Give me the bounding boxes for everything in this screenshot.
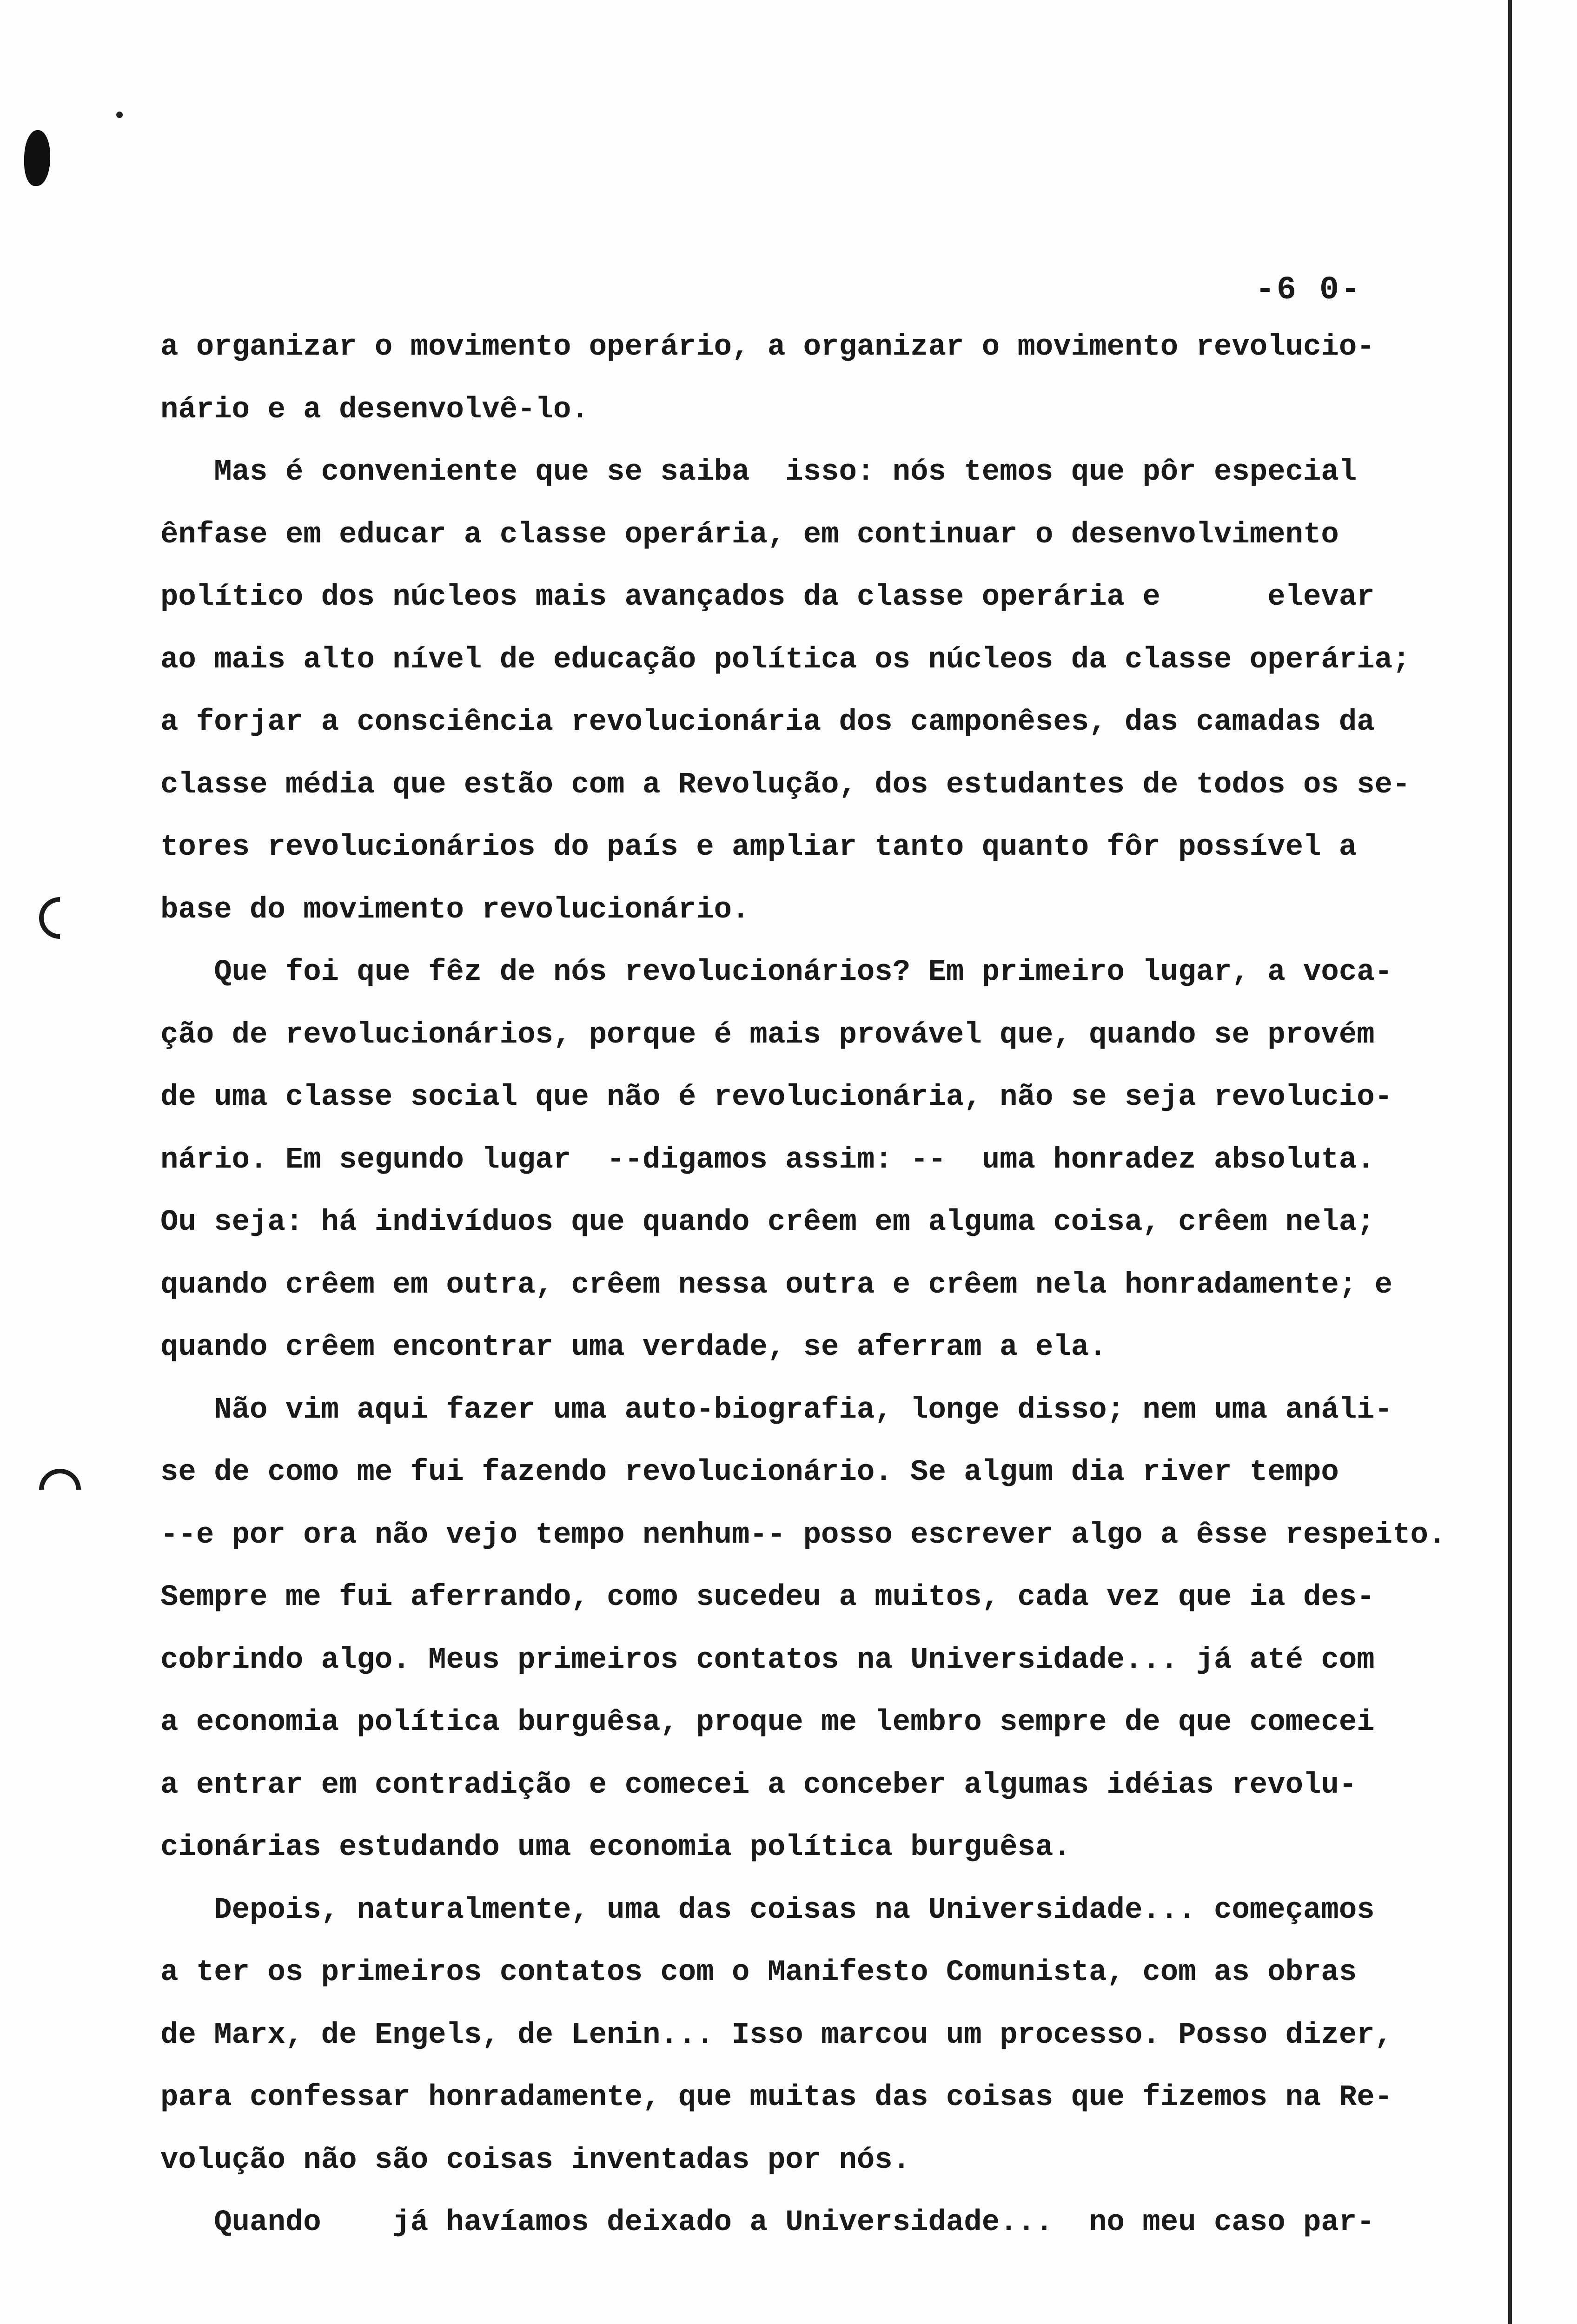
text-line: quando crêem em outra, crêem nessa outra e crêem nela honradamente; e xyxy=(160,1268,1393,1302)
text-line: base do movimento revolucionário. xyxy=(160,893,750,927)
punch-hole-mark-lower xyxy=(30,1460,89,1519)
text-line: tores revolucionários do país e ampliar tanto quanto fôr possível a xyxy=(160,831,1357,864)
text-line: a forjar a consciência revolucionária dos camponêses, das camadas da xyxy=(160,706,1375,739)
text-line: para confessar honradamente, que muitas das coisas que fizemos na Re- xyxy=(160,2081,1393,2114)
text-line: quando crêem encontrar uma verdade, se aferram a ela. xyxy=(160,1331,1107,1364)
punch-hole-mark-upper xyxy=(30,888,89,947)
text-line: nário e a desenvolvê-lo. xyxy=(160,393,589,427)
text-line: ao mais alto nível de educação política os núcleos da classe operária; xyxy=(160,643,1411,677)
text-line: Mas é conveniente que se saiba isso: nós temos que pôr especial xyxy=(160,456,1357,489)
text-line: cobrindo algo. Meus primeiros contatos na Universidade... já até com xyxy=(160,1643,1375,1677)
text-line: político dos núcleos mais avançados da classe operária e elevar xyxy=(160,581,1375,614)
text-line: ênfase em educar a classe operária, em continuar o desenvolvimento xyxy=(160,518,1339,552)
text-line: a organizar o movimento operário, a organizar o movimento revolucio- xyxy=(160,330,1375,364)
ink-blot xyxy=(24,130,50,186)
text-line: a ter os primeiros contatos com o Manifesto Comunista, com as obras xyxy=(160,1956,1357,1989)
text-line: --e por ora não vejo tempo nenhum-- posso escrever algo a êsse respeito. xyxy=(160,1518,1446,1552)
text-line: nário. Em segundo lugar --digamos assim: -- uma honradez absoluta. xyxy=(160,1143,1375,1177)
right-scan-border xyxy=(1508,0,1512,2324)
text-line: Sempre me fui aferrando, como sucedeu a muitos, cada vez que ia des- xyxy=(160,1581,1375,1614)
text-line: volução não são coisas inventadas por nós. xyxy=(160,2143,911,2177)
text-line: classe média que estão com a Revolução, dos estudantes de todos os se- xyxy=(160,768,1411,802)
body-text xyxy=(160,316,1499,2254)
text-line: Depois, naturalmente, uma das coisas na Universidade... começamos xyxy=(160,1893,1375,1927)
text-line: Quando já havíamos deixado a Universidade... no meu caso par- xyxy=(160,2206,1375,2239)
ink-dot xyxy=(116,112,123,118)
text-line: Ou seja: há indivíduos que quando crêem em alguma coisa, crêem nela; xyxy=(160,1206,1375,1239)
page-number: -6 0- xyxy=(1255,272,1363,309)
text-line: de Marx, de Engels, de Lenin... Isso marcou um processo. Posso dizer, xyxy=(160,2018,1393,2052)
text-line: a entrar em contradição e comecei a conceber algumas idéias revolu- xyxy=(160,1768,1357,1802)
text-line: ção de revolucionários, porque é mais provável que, quando se provém xyxy=(160,1018,1375,1052)
text-line: Que foi que fêz de nós revolucionários? Em primeiro lugar, a voca- xyxy=(160,956,1393,989)
text-line: se de como me fui fazendo revolucionário. Se algum dia river tempo xyxy=(160,1456,1339,1489)
text-line: a economia política burguêsa, proque me lembro sempre de que comecei xyxy=(160,1706,1375,1739)
text-line: cionárias estudando uma economia política burguêsa. xyxy=(160,1831,1071,1864)
text-line: de uma classe social que não é revolucionária, não se seja revolucio- xyxy=(160,1081,1393,1114)
text-line: Não vim aqui fazer uma auto-biografia, longe disso; nem uma análi- xyxy=(160,1393,1393,1427)
